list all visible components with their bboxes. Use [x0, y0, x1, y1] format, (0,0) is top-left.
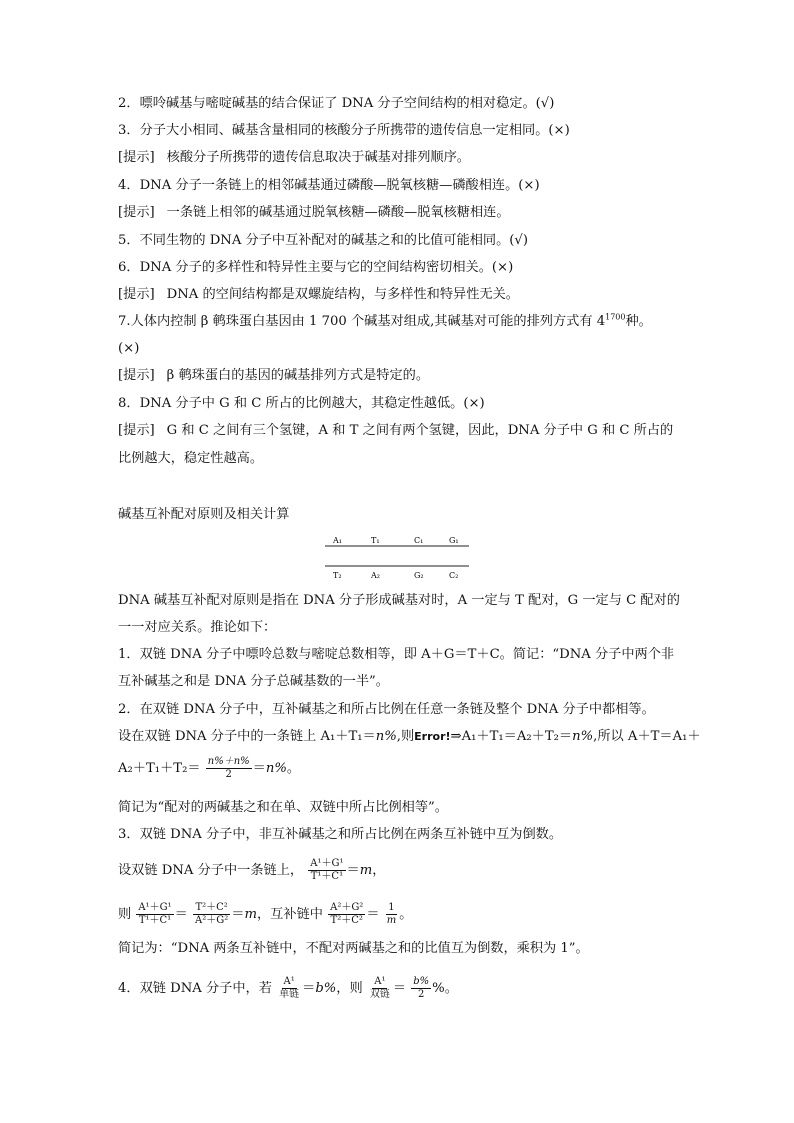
hint-8-cont: 比例越大，稳定性越高。: [118, 451, 264, 466]
fraction: $\frac{1}{m}$: [386, 902, 397, 926]
fraction: $\frac{\text{A¹＋G¹}}{\text{T¹＋C¹}}$: [138, 902, 172, 926]
hint-label: [提示]: [118, 150, 155, 165]
principle-line-1: DNA 碱基互补配对原则是指在 DNA 分子形成碱基对时，A 一定与 T 配对，G 一定与 C 配对的: [118, 593, 680, 608]
hint-label: [提示]: [118, 368, 155, 383]
hint-3: [提示] 核酸分子所携带的遗传信息取决于碱基对排列顺序。: [118, 150, 470, 165]
base-label: G₂: [414, 571, 424, 580]
rule-2-summary: 简记为“配对的两碱基之和在单、双链中所占比例相等”。: [118, 800, 448, 815]
hint-label: [提示]: [118, 205, 155, 220]
fraction: $\frac{\text{A²＋G²}}{\text{T²＋C²}}$: [330, 902, 364, 926]
rule-3-summary: 简记为：“DNA 两条互补链中，不配对两碱基之和的比值互为倒数，乘积为 1”。: [118, 941, 589, 956]
hint-7: [提示] β 鹌珠蛋白的基因的碱基排列方式是特定的。: [118, 368, 430, 383]
hint-4: [提示] 一条链上相邻的碱基通过脱氧核糖—磷酸—脱氧核糖相连。: [118, 205, 510, 220]
statement-3: 3．分子大小相同、碱基含量相同的核酸分子所携带的遗传信息一定相同。(×): [118, 123, 570, 138]
base-label: A₁: [333, 536, 342, 545]
fraction: $\frac{\text{T²＋C²}}{\text{A²＋G²}}$: [195, 902, 229, 926]
base-label: T₁: [371, 536, 380, 545]
rule-2: 2．在双链 DNA 分子中，互补碱基之和所占比例在任意一条链及整个 DNA 分子中都相等。: [118, 702, 655, 717]
rule-3: 3．双链 DNA 分子中，非互补碱基之和所占比例在两条互补链中互为倒数。: [118, 827, 563, 842]
fraction: $\frac{\text{A¹＋G¹}}{\text{T¹＋C¹}}$: [310, 858, 344, 882]
statement-2: 2．嘌呤碱基与嘧啶碱基的结合保证了 DNA 分子空间结构的相对稳定。(√): [118, 96, 555, 111]
base-label: C₁: [414, 536, 424, 545]
hint-8: [提示] G 和 C 之间有三个氢键，A 和 T 之间有两个氢键，因此，DNA 分子中 G 和 C 所占的: [118, 423, 674, 438]
base-label: C₂: [449, 571, 459, 580]
principle-line-2: 一一对应关系。推论如下：: [118, 620, 277, 635]
hint-6: [提示] DNA 的空间结构都是双螺旋结构，与多样性和特异性无关。: [118, 287, 519, 302]
rule-3-setup: 设双链 DNA 分子中一条链上， $\frac{\text{A¹＋G¹}}{\text{T¹＋C¹}}$ ＝m，: [118, 858, 386, 882]
statement-8: 8．DNA 分子中 G 和 C 所占的比例越大，其稳定性越低。(×): [118, 396, 485, 411]
rule-1: 1．双链 DNA 分子中嘌呤总数与嘧啶总数相等，即 A＋G＝T＋C。简记：“DNA 分子中两个非: [118, 647, 675, 662]
statement-7-mark: (×): [118, 341, 140, 356]
base-label: A₂: [371, 571, 380, 580]
rule-2-formula: A₂＋T₁＋T₂＝ $\frac{n\%+n\%}{2}$ ＝n%。: [118, 756, 301, 780]
hint-label: [提示]: [118, 287, 155, 302]
statement-4: 4．DNA 分子一条链上的相邻碱基通过磷酸—脱氧核糖—磷酸相连。(×): [118, 178, 540, 193]
fraction: $\frac{b\%}{2}$: [413, 976, 430, 1000]
rule-4: 4．双链 DNA 分子中，若 $\frac{\text{A¹}}{\text{单链}}$ ＝b%，则 $\frac{\text{A¹}}{\text{双链}}$ ＝ $\frac{b\%}{2}$ %。: [118, 976, 458, 1000]
statement-6: 6．DNA 分子的多样性和特异性主要与它的空间结构密切相关。(×): [118, 260, 514, 275]
rule-1-cont: 互补碱基之和是 DNA 分子总碱基数的一半”。: [118, 674, 389, 689]
base-pairing-diagram: [323, 534, 473, 584]
fraction: $\frac{\text{A¹}}{\text{双链}}$: [369, 976, 390, 1000]
fraction: $\frac{n\%+n\%}{2}$: [207, 756, 250, 780]
hint-label: [提示]: [118, 423, 155, 438]
statement-5: 5．不同生物的 DNA 分子中互补配对的碱基之和的比值可能相同。(√): [118, 233, 528, 248]
statement-7: 7.人体内控制 β 鹌珠蛋白基因由 1 700 个碱基对组成,其碱基对可能的排列方式有 $4^{1700}$种。: [118, 312, 652, 329]
rule-3-result: 则 $\frac{\text{A¹＋G¹}}{\text{T¹＋C¹}}$ ＝ $\frac{\text{T²＋C²}}{\text{A²＋G²}}$ ＝m，互补链中 $\frac{\text{A²＋G²}}{\text{T²＋C²}}$ ＝ $\frac{1}{m}$ 。: [118, 902, 413, 926]
rule-2-derivation: 设在双链 DNA 分子中的一条链上 A₁＋T₁＝n%,则Error!⇒A₁＋T₁＝A₂＋T₂＝n%,所以 A＋T＝A₁＋: [118, 729, 701, 744]
fraction: $\frac{\text{A¹}}{\text{单链}}$: [279, 976, 300, 1000]
section-title: 碱基互补配对原则及相关计算: [118, 507, 290, 522]
base-label: G₁: [449, 536, 459, 545]
base-label: T₂: [333, 571, 342, 580]
